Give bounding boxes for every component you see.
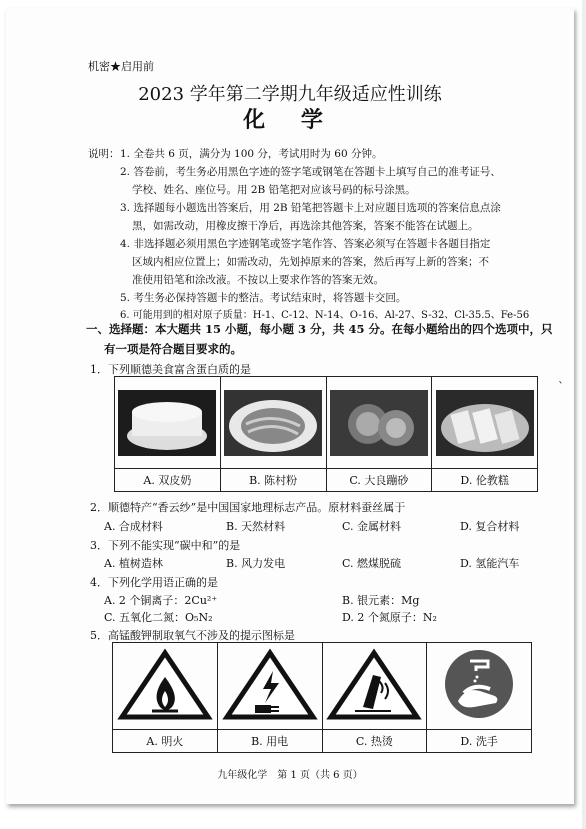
- exam-title: 2023 学年第二学期九年级适应性训练: [138, 84, 442, 105]
- option-label: A. 合成材料: [104, 520, 163, 533]
- option-label: D. 洗手: [427, 730, 532, 753]
- note-line: 5. 考生务必保持答题卡的整洁。考试结束时，将答题卡交回。: [120, 292, 407, 304]
- food-photo-cell: [220, 377, 326, 469]
- hot-surface-icon: [325, 647, 423, 721]
- sign-cell: [427, 643, 532, 730]
- option-label: D. 复合材料: [460, 520, 520, 533]
- option-label: B. 天然材料: [226, 520, 286, 533]
- note-line: 4. 非选择题必须用黑色字迹钢笔或签字笔作答、答案必须写在答题卡各题目指定: [120, 238, 491, 250]
- question-5-image-table: [112, 642, 532, 753]
- daliang-bengsha-photo: [330, 390, 428, 456]
- question-5-stem: 5．高锰酸钾制取氧气不涉及的提示图标是: [90, 629, 295, 642]
- sign-cell: [322, 643, 427, 730]
- question-4-stem: 4．下列化学用语正确的是: [90, 576, 218, 589]
- page-footer: 九年级化学 第 1 页（共 6 页）: [217, 770, 363, 781]
- question-3-stem: 3．下列不能实现“碳中和”的是: [90, 539, 241, 552]
- question-1-image-table: [114, 376, 538, 492]
- scrollbar[interactable]: [582, 0, 586, 829]
- electricity-icon: [221, 647, 319, 721]
- question-2-stem: 2．顺德特产“香云纱”是中国国家地理标志产品。原材料蚕丝属于: [90, 501, 406, 514]
- subject-title: 化 学: [243, 107, 337, 133]
- option-label: A. 明火: [113, 730, 218, 753]
- option-label: D. 氢能汽车: [460, 557, 520, 570]
- section-title: 一、选择题：本大题共 15 小题，每小题 3 分，共 45 分。在每小题给出的四个选项中，只: [86, 322, 553, 336]
- wash-hands-icon: [430, 647, 528, 721]
- section-title-cont: 有一项是符合题目要求的。: [104, 342, 242, 356]
- note-line: 3. 选择题每小题选出答案后，用 2B 铅笔把答题卡上对应题目选项的答案信息点涂: [120, 202, 501, 214]
- lunjiao-cake-photo: [436, 390, 534, 456]
- option-label: B. 陈村粉: [220, 469, 326, 492]
- note-line: 黑，如需改动，用橡皮擦干净后，再选涂其他答案，答案不能答在试题上。: [132, 220, 479, 232]
- option-label: C. 热烫: [322, 730, 427, 753]
- option-label: B. 风力发电: [226, 557, 286, 570]
- note-line: 区域内相应位置上；如需改动，先划掉原来的答案，然后再写上新的答案；不: [132, 256, 489, 268]
- note-line: 1. 全卷共 6 页，满分为 100 分，考试用时为 60 分钟。: [120, 148, 383, 160]
- sign-cell: [217, 643, 322, 730]
- option-label: B. 银元素：Mg: [342, 594, 420, 607]
- note-line: 6. 可能用到的相对原子质量：H-1、C-12、N-14、O-16、Al-27、S-32、Cl-35.5、Fe-56: [120, 310, 530, 321]
- open-flame-icon: [116, 647, 214, 721]
- option-label: A. 植树造林: [104, 557, 163, 570]
- food-photo-cell: [326, 377, 432, 469]
- option-label: B. 用电: [217, 730, 322, 753]
- notes-label: 说明：: [88, 148, 120, 160]
- note-line: 2. 答卷前，考生务必用黑色字迹的签字笔或钢笔在答题卡上填写自己的准考证号、: [120, 166, 501, 178]
- note-line: 准使用铅笔和涂改液。不按以上要求作答的答案无效。: [132, 274, 384, 286]
- secret-label: 机密★启用前: [88, 60, 154, 73]
- margin-mark: `: [558, 380, 564, 394]
- option-label: C. 燃煤脱硫: [342, 557, 402, 570]
- option-label: D. 2 个氮原子：N₂: [342, 611, 437, 624]
- food-photo-cell: [115, 377, 221, 469]
- note-line: 学校、姓名、座位号。用 2B 铅笔把对应该号码的标号涂黑。: [132, 184, 416, 196]
- option-label: C. 金属材料: [342, 520, 402, 533]
- sign-cell: [113, 643, 218, 730]
- option-label: C. 五氧化二氮：O₅N₂: [104, 611, 213, 624]
- chencun-noodle-photo: [224, 390, 322, 456]
- exam-page: [6, 8, 574, 804]
- double-skin-milk-photo: [118, 390, 216, 456]
- question-1-stem: 1．下列顺德美食富含蛋白质的是: [90, 363, 251, 376]
- food-photo-cell: [432, 377, 538, 469]
- option-label: C. 大良蹦砂: [326, 469, 432, 492]
- option-label: A. 双皮奶: [115, 469, 221, 492]
- option-label: D. 伦教糕: [432, 469, 538, 492]
- option-label: A. 2 个铜离子：2Cu²⁺: [104, 594, 218, 607]
